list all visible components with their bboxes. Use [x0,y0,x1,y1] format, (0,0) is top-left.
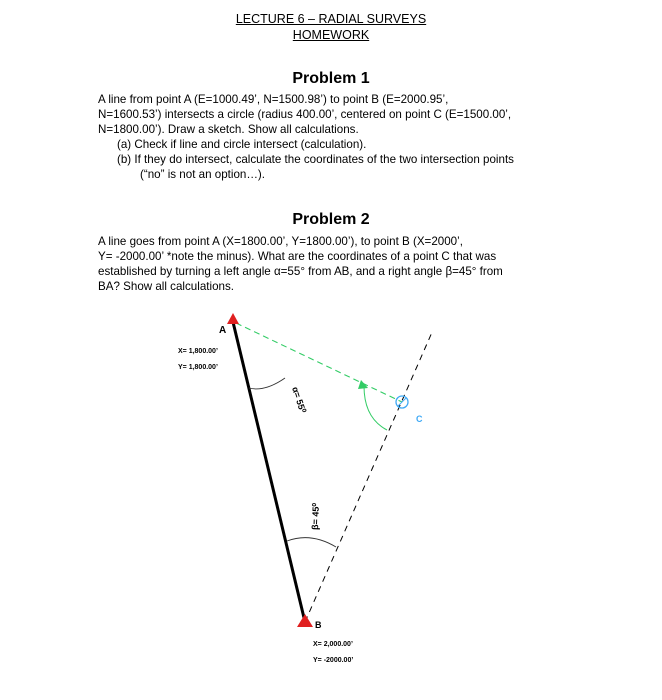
label-c: C [416,414,423,424]
angle-c-arc [364,386,387,430]
label-b-x: X= 2,000.00’ [313,641,353,648]
alpha-label: α= 55⁰ [290,385,308,415]
alpha-arc [249,378,285,389]
problem1-text-line: A line from point A (E=1000.49’, N=1500.98’) to point B (E=2000.95’, [98,93,449,106]
point-a-marker [227,313,239,324]
label-a-y: Y= 1,800.00’ [178,364,218,371]
lecture-title: LECTURE 6 – RADIAL SURVEYS [235,12,427,26]
line-ac [236,323,402,402]
problem2-title: Problem 2 [292,211,370,228]
label-a: A [219,325,227,336]
problem1-note: (“no” is not an option…). [140,168,266,181]
problem2-text-line: established by turning a left angle α=55° from AB, and a right angle β=45° from [98,265,503,278]
problem1-text-line: N=1600.53’) intersects a circle (radius 400.00’, centered on point C (E=1500.00’, [98,108,512,121]
problem1-text-line: N=1800.00’). Draw a sketch. Show all calculations. [98,123,359,136]
homework-title: HOMEWORK [292,28,370,42]
problem1-title: Problem 1 [292,70,370,87]
point-c-tick [398,398,406,406]
point-b-marker [297,614,313,627]
line-ab [233,322,305,622]
label-b-y: Y= -2000.00’ [313,657,354,664]
problem2-text-line: BA? Show all calculations. [98,280,234,293]
label-a-x: X= 1,800.00’ [178,348,218,355]
beta-label: β= 45⁰ [310,502,321,531]
problem1-item-b: (b) If they do intersect, calculate the coordinates of the two intersection points [117,153,514,166]
problem2-text-line: A line goes from point A (X=1800.00’, Y=1800.00’), to point B (X=2000’, [98,235,463,248]
problem1-item-a: (a) Check if line and circle intersect (calculation). [117,138,367,151]
beta-arc [287,538,336,547]
problem2-text-line: Y= -2000.00’ *note the minus). What are the coordinates of a point C that was [98,250,497,263]
line-bc [305,330,433,622]
label-b: B [315,620,322,630]
